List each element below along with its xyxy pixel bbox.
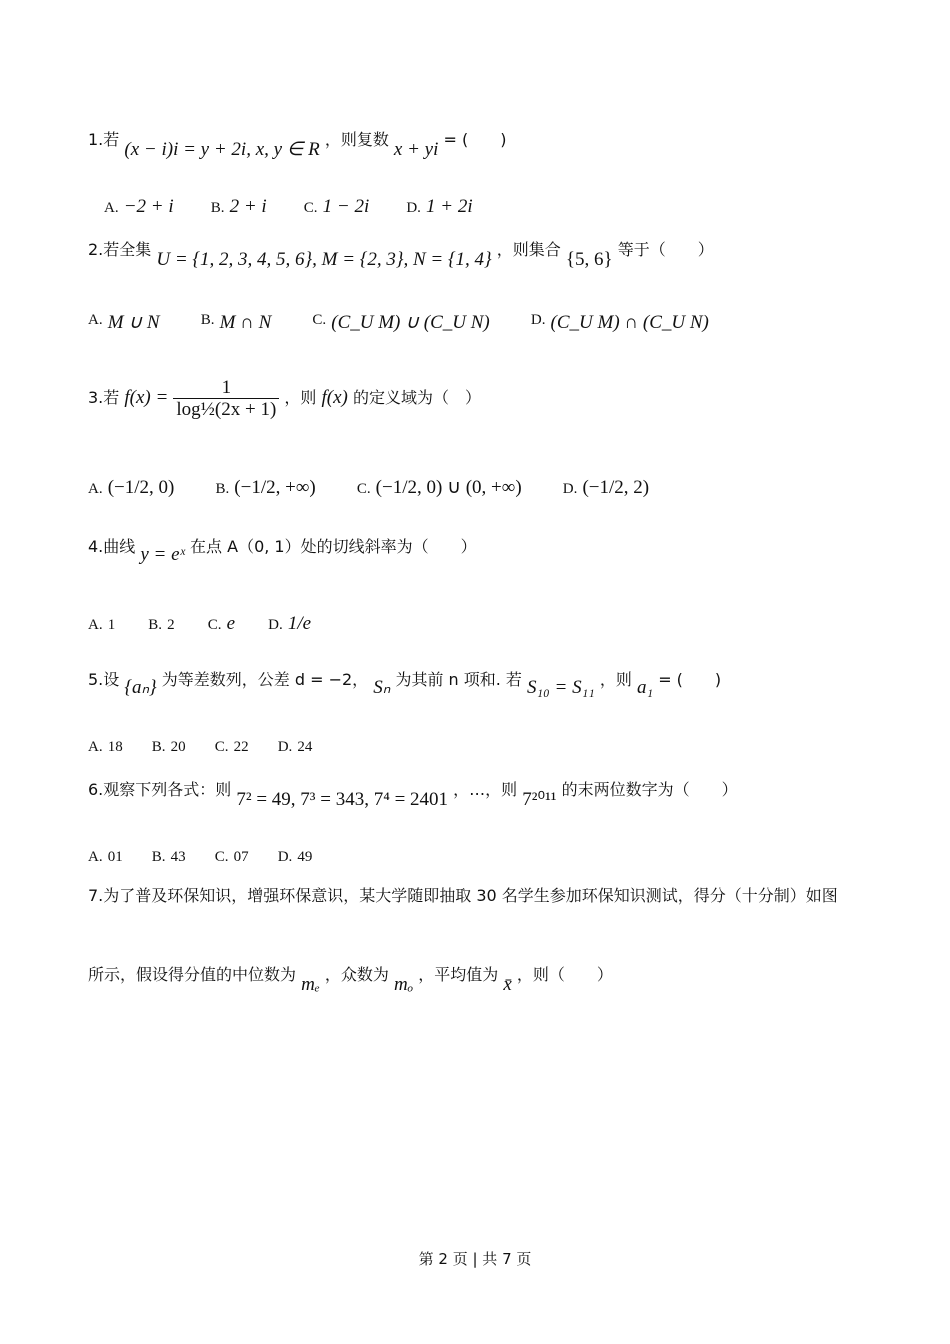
question-7-line-2: [88, 965, 613, 995]
question-stem: 5.设: [88, 670, 120, 689]
fraction: [173, 378, 279, 419]
fraction-denominator: log½(2x + 1): [173, 398, 279, 419]
option-label: A.: [104, 200, 119, 216]
option-value: (C_U M) ∪ (C_U N): [331, 312, 490, 333]
option-value: 2: [167, 617, 175, 633]
math-expr: {5, 6}: [565, 249, 613, 270]
math-expr: f(x): [321, 387, 348, 408]
option-value: 20: [170, 739, 186, 755]
math-expr: y = eˣ: [140, 544, 185, 565]
math-expr: 7² = 49, 7³ = 343, 7⁴ = 2401: [236, 789, 449, 810]
option-value: 43: [170, 849, 186, 865]
question-5: [88, 670, 722, 698]
question-text: 的末两位数字为（ ）: [561, 780, 738, 799]
option-label: A.: [88, 481, 103, 497]
question-2: [88, 240, 714, 270]
option-label: B.: [151, 739, 166, 755]
question-stem: 3.若: [88, 388, 120, 407]
options-6: [88, 848, 312, 865]
option-label: A.: [88, 849, 103, 865]
page-footer: 第 2 页 | 共 7 页: [418, 1250, 532, 1268]
option-label: D.: [530, 312, 546, 328]
option-value: (−1/2, 2): [582, 477, 650, 498]
question-text: ，则（ ）: [516, 965, 613, 984]
question-text: ，则: [599, 670, 632, 689]
option-label: D.: [268, 617, 283, 633]
question-text: ，…，则: [453, 780, 518, 799]
question-text: 等于（ ）: [617, 240, 714, 259]
option-label: B.: [151, 849, 166, 865]
math-expr: 7²⁰¹¹: [522, 789, 557, 810]
question-4: [88, 537, 477, 565]
options-1: [104, 197, 473, 216]
option-value: 1/e: [287, 613, 312, 634]
options-4: [88, 614, 311, 633]
option-label: A.: [88, 617, 103, 633]
option-label: A.: [88, 739, 103, 755]
option-label: C.: [207, 617, 222, 633]
math-expr: {aₙ}: [124, 677, 157, 698]
question-text: 在点 A（0, 1）处的切线斜率为（ ）: [190, 537, 477, 556]
question-text: 为等差数列，公差 d = −2，: [161, 670, 369, 689]
option-value: 18: [107, 739, 123, 755]
option-value: (−1/2, 0): [107, 477, 175, 498]
question-text: ，众数为: [324, 965, 389, 984]
question-text: 为其前 n 项和. 若: [395, 670, 522, 689]
question-stem: 4.曲线: [88, 537, 136, 556]
question-text: ，平均值为: [418, 965, 499, 984]
option-label: B.: [148, 617, 163, 633]
fraction-numerator: 1: [221, 377, 232, 398]
option-value: 1 + 2i: [426, 196, 473, 217]
question-7-line-1: [88, 888, 838, 904]
question-stem: 7.为了普及环保知识，增强环保意识，某大学随即抽取 30 名学生参加环保知识测试，得分（十分制）如图: [88, 886, 838, 905]
math-expr: U = {1, 2, 3, 4, 5, 6}, M = {2, 3}, N = {1, 4}: [156, 249, 492, 270]
question-stem: 1.若: [88, 130, 120, 149]
option-value: 2 + i: [229, 196, 267, 217]
option-value: e: [226, 613, 236, 634]
option-label: D.: [406, 200, 421, 216]
option-value: 24: [297, 739, 313, 755]
math-expr: (x − i)i = y + 2i, x, y ∈ R: [124, 139, 320, 160]
option-label: D.: [277, 849, 293, 865]
options-5: [88, 738, 312, 755]
option-label: C.: [214, 739, 229, 755]
math-expr: x̄: [503, 974, 512, 995]
question-text: 的定义域为（ ）: [352, 388, 481, 407]
option-value: 1: [107, 617, 116, 633]
option-value: M ∪ N: [107, 312, 160, 333]
question-6: [88, 780, 738, 810]
option-value: 49: [297, 849, 313, 865]
math-expr: mₒ: [394, 974, 414, 995]
option-label: B.: [215, 481, 230, 497]
option-label: C.: [312, 312, 327, 328]
option-value: −2 + i: [123, 196, 174, 217]
option-label: B.: [210, 200, 225, 216]
question-text: ，则集合: [496, 240, 561, 259]
option-label: C.: [303, 200, 318, 216]
math-expr: Sₙ: [373, 677, 391, 698]
math-expr: mₑ: [301, 974, 320, 995]
question-text: = ( ): [658, 670, 722, 689]
question-text: = ( ): [443, 130, 507, 149]
option-value: (−1/2, +∞): [234, 477, 316, 498]
option-value: 01: [107, 849, 123, 865]
question-text: ，则: [284, 388, 317, 407]
option-label: B.: [200, 312, 215, 328]
option-label: C.: [356, 481, 371, 497]
question-1: [88, 130, 507, 160]
question-text: ，则复数: [324, 130, 389, 149]
options-3: [88, 478, 649, 497]
option-value: 22: [233, 739, 249, 755]
question-text: 所示，假设得分值的中位数为: [88, 965, 297, 984]
math-expr: S₁₀ = S₁₁: [527, 677, 595, 698]
option-value: M ∩ N: [219, 312, 272, 333]
option-value: (−1/2, 0) ∪ (0, +∞): [375, 477, 522, 498]
question-stem: 2.若全集: [88, 240, 152, 259]
question-stem: 6.观察下列各式：则: [88, 780, 232, 799]
option-value: 07: [233, 849, 249, 865]
math-expr: x + yi: [393, 139, 439, 160]
option-value: (C_U M) ∩ (C_U N): [550, 312, 709, 333]
math-expr: f(x) =: [124, 387, 169, 408]
option-label: D.: [277, 739, 293, 755]
option-label: D.: [562, 481, 578, 497]
math-expr: a₁: [636, 677, 654, 698]
option-value: 1 − 2i: [322, 196, 370, 217]
options-2: [88, 313, 709, 332]
question-3: [88, 378, 481, 419]
option-label: C.: [214, 849, 229, 865]
option-label: A.: [88, 312, 103, 328]
